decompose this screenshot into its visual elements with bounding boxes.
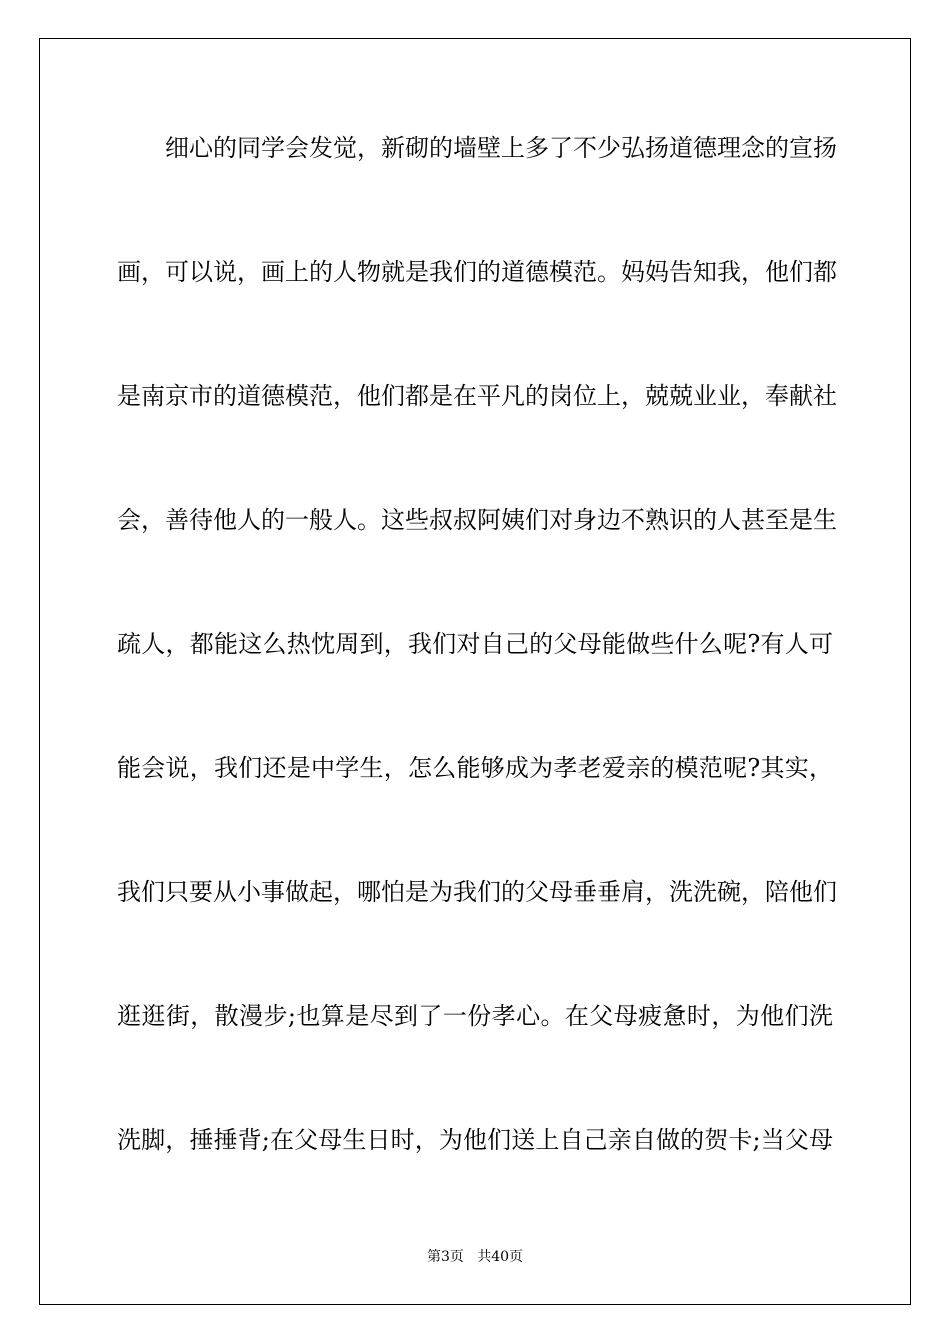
paragraph-line: 能会说，我们还是中学生，怎么能够成为孝老爱亲的模范呢?其实，: [117, 754, 833, 782]
paragraph-line: 画，可以说，画上的人物就是我们的道德模范。妈妈告知我，他们都: [117, 258, 837, 286]
paragraph-line: 逛逛街，散漫步;也算是尽到了一份孝心。在父母疲惫时，为他们洗: [117, 1002, 833, 1030]
paragraph-line: 疏人，都能这么热忱周到，我们对自己的父母能做些什么呢?有人可: [117, 630, 833, 658]
page-border: [39, 38, 911, 1305]
page-number-footer: 第3页 共40页: [426, 1249, 524, 1265]
paragraph-line: 我们只要从小事做起，哪怕是为我们的父母垂垂肩，洗洗碗，陪他们: [117, 878, 837, 906]
paragraph-line: 会，善待他人的一般人。这些叔叔阿姨们对身边不熟识的人甚至是生: [117, 506, 837, 534]
paragraph-line: 洗脚，捶捶背;在父母生日时，为他们送上自己亲自做的贺卡;当父母: [117, 1126, 833, 1154]
paragraph-line: 细心的同学会发觉，新砌的墙壁上多了不少弘扬道德理念的宣扬: [165, 134, 837, 162]
paragraph-line: 是南京市的道德模范，他们都是在平凡的岗位上，兢兢业业，奉献社: [117, 382, 837, 410]
